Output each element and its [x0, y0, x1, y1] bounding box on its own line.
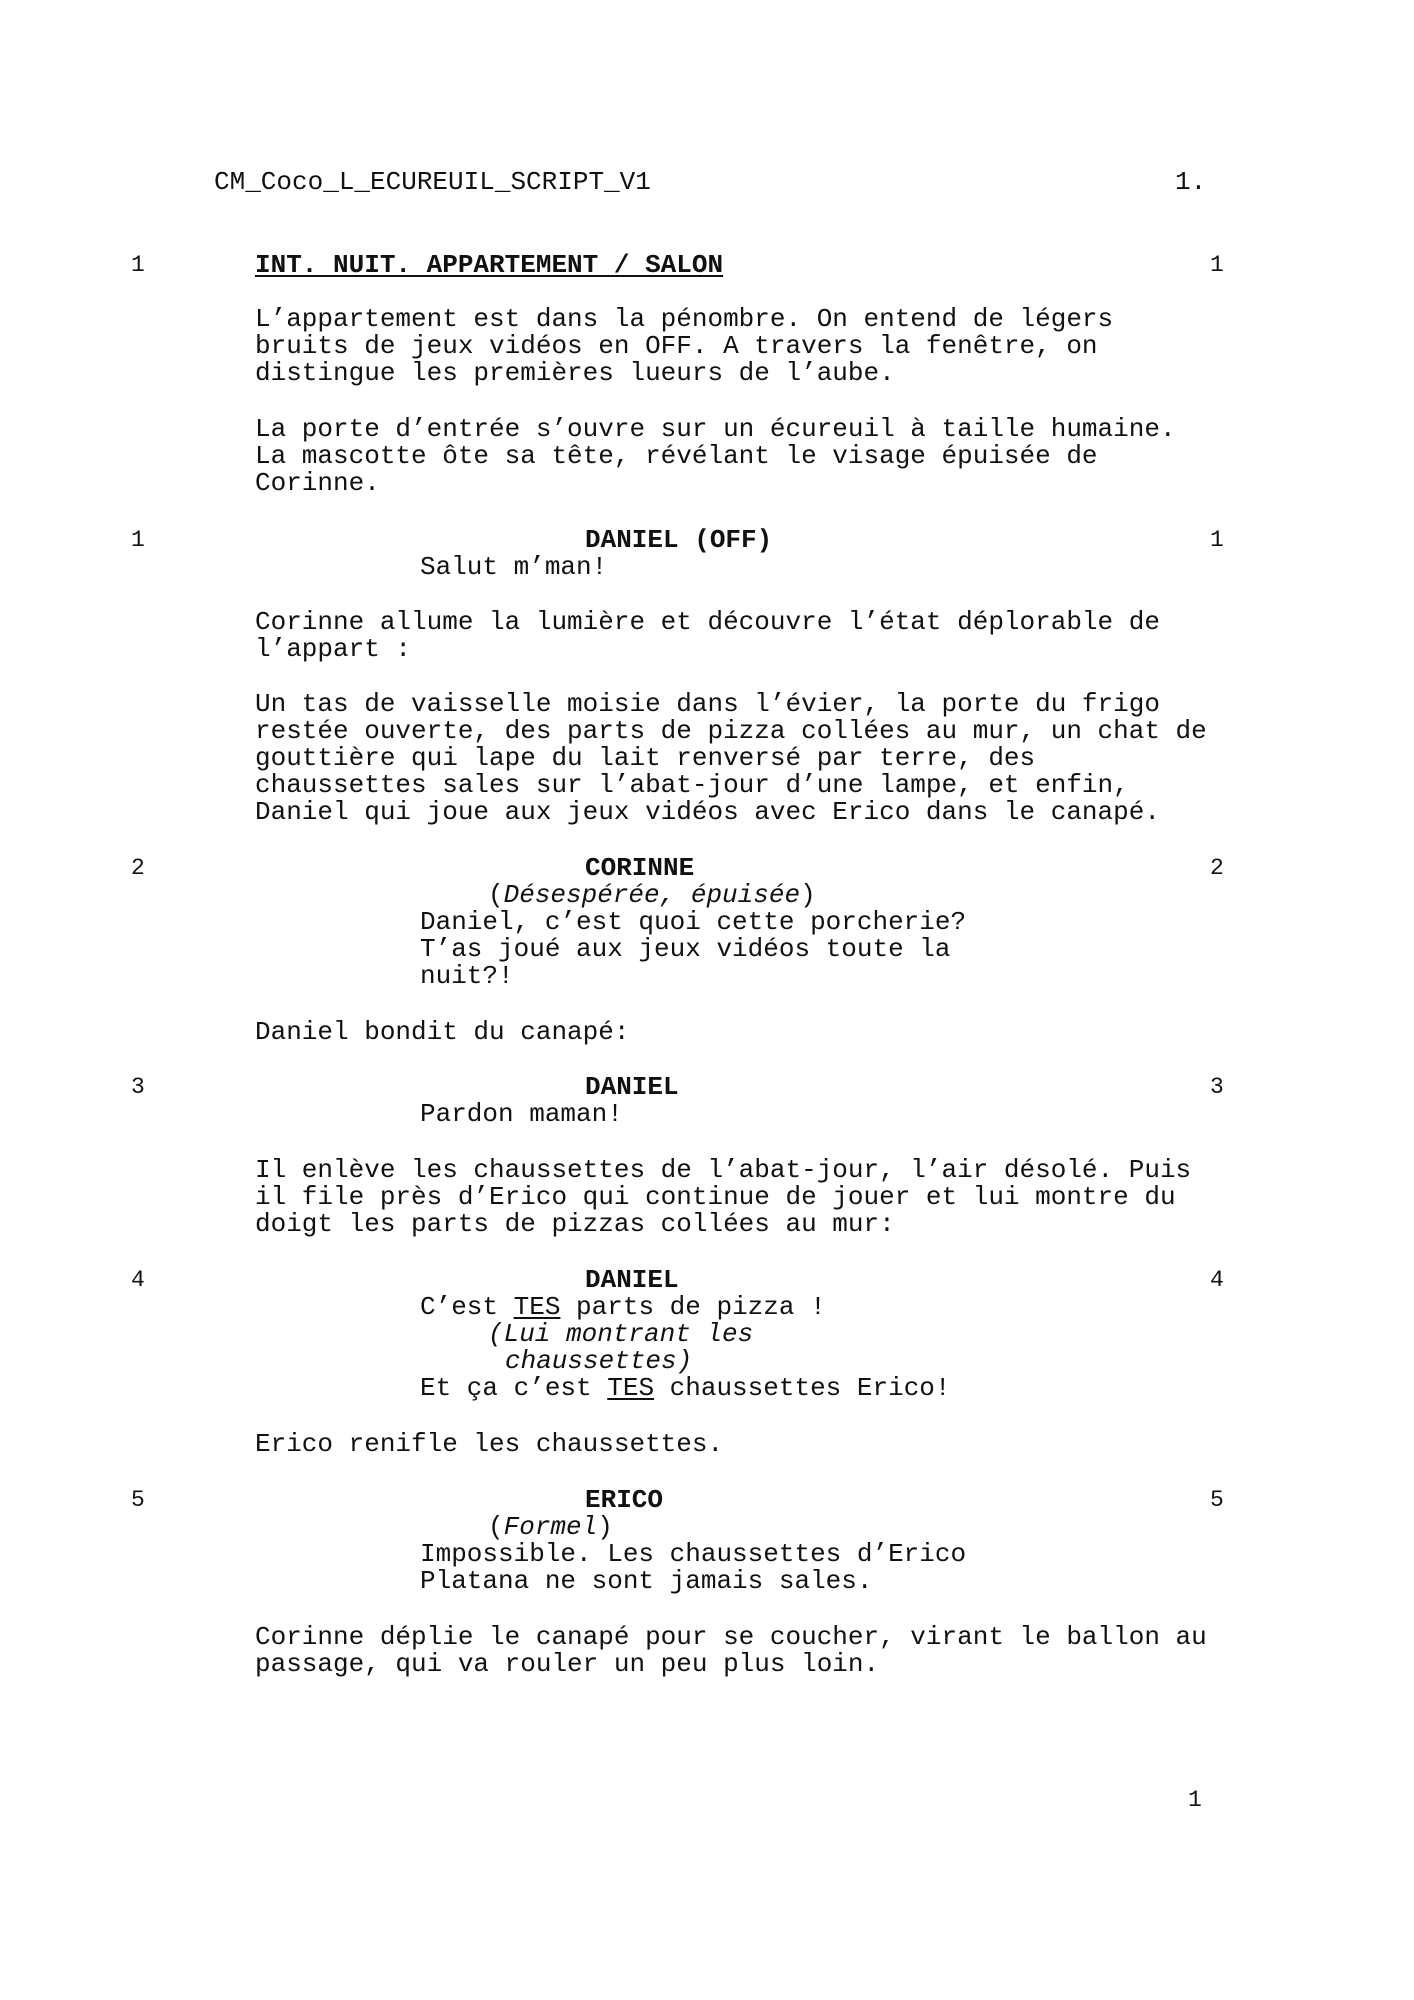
- scene-heading: INT. NUIT. APPARTEMENT / SALON: [255, 250, 724, 280]
- footer-page-number: 1: [1188, 1787, 1202, 1813]
- action-line: il file près d’Erico qui continue de jouer et lui montre du: [255, 1182, 1176, 1212]
- shot-number-left: 3: [131, 1074, 145, 1100]
- action-line: Il enlève les chaussettes de l’abat-jour, l’air désolé. Puis: [255, 1155, 1192, 1185]
- dialogue-text: Et ça c’est: [420, 1373, 608, 1403]
- scene-number-left: 1: [131, 252, 145, 278]
- paren-open: (: [488, 1512, 504, 1542]
- parenthetical: chaussettes): [505, 1346, 693, 1376]
- shot-number-right: 5: [1210, 1487, 1224, 1513]
- shot-number-left: 4: [131, 1267, 145, 1293]
- action-line: Daniel qui joue aux jeux vidéos avec Erico dans le canapé.: [255, 797, 1160, 827]
- parenthetical: (Lui montrant les: [488, 1319, 754, 1349]
- shot-number-right: 1: [1210, 527, 1224, 553]
- action-line: Corinne.: [255, 468, 380, 498]
- character-name: DANIEL (OFF): [585, 525, 773, 555]
- parenthetical: [488, 1514, 613, 1541]
- character-name: DANIEL: [585, 1072, 679, 1102]
- dialogue-line: [420, 1294, 826, 1321]
- action-line: l’appart :: [255, 634, 412, 664]
- shot-number-right: 3: [1210, 1074, 1224, 1100]
- character-name: DANIEL: [585, 1265, 679, 1295]
- dialogue-line: Daniel, c’est quoi cette porcherie?: [420, 907, 967, 937]
- action-line: Erico renifle les chaussettes.: [255, 1429, 724, 1459]
- paren-open: (: [488, 880, 504, 910]
- action-line: doigt les parts de pizzas collées au mur:: [255, 1209, 895, 1239]
- character-name: ERICO: [585, 1485, 664, 1515]
- action-line: Corinne déplie le canapé pour se coucher, virant le ballon au: [255, 1622, 1207, 1652]
- shot-number-left: 2: [131, 855, 145, 881]
- action-line: Un tas de vaisselle moisie dans l’évier, la porte du frigo: [255, 689, 1160, 719]
- dialogue-line: T’as joué aux jeux vidéos toute la: [420, 934, 951, 964]
- action-line: La mascotte ôte sa tête, révélant le visage épuisée de: [255, 441, 1098, 471]
- emphasis-text: TES: [513, 1292, 561, 1322]
- shot-number-right: 4: [1210, 1267, 1224, 1293]
- action-line: restée ouverte, des parts de pizza collées au mur, un chat de: [255, 716, 1207, 746]
- dialogue-line: Salut m’man!: [420, 552, 608, 582]
- script-title: CM_Coco_L_ECUREUIL_SCRIPT_V1: [214, 167, 651, 197]
- paren-close: ): [597, 1512, 613, 1542]
- dialogue-line: Pardon maman!: [420, 1099, 623, 1129]
- emphasis-text: TES: [607, 1373, 655, 1403]
- action-line: Daniel bondit du canapé:: [255, 1017, 630, 1047]
- action-line: La porte d’entrée s’ouvre sur un écureuil à taille humaine.: [255, 414, 1176, 444]
- shot-number-left: 5: [131, 1487, 145, 1513]
- dialogue-line: [420, 1375, 951, 1402]
- action-line: chaussettes sales sur l’abat-jour d’une lampe, et enfin,: [255, 770, 1129, 800]
- paren-close: ): [800, 880, 816, 910]
- scene-number-right: 1: [1210, 252, 1224, 278]
- paren-text: Formel: [503, 1512, 598, 1542]
- paren-text: Désespérée, épuisée: [503, 880, 801, 910]
- action-line: distingue les premières lueurs de l’aube.: [255, 358, 895, 388]
- action-line: L’appartement est dans la pénombre. On entend de légers: [255, 304, 1114, 334]
- shot-number-right: 2: [1210, 855, 1224, 881]
- dialogue-line: Platana ne sont jamais sales.: [420, 1566, 873, 1596]
- parenthetical: [488, 882, 816, 909]
- action-line: Corinne allume la lumière et découvre l’état déplorable de: [255, 607, 1160, 637]
- page-label: 1.: [1175, 167, 1207, 197]
- character-name: CORINNE: [585, 853, 695, 883]
- dialogue-line: Impossible. Les chaussettes d’Erico: [420, 1539, 967, 1569]
- action-line: bruits de jeux vidéos en OFF. A travers la fenêtre, on: [255, 331, 1098, 361]
- dialogue-line: nuit?!: [420, 961, 514, 991]
- dialogue-text: C’est: [420, 1292, 514, 1322]
- shot-number-left: 1: [131, 527, 145, 553]
- action-line: gouttière qui lape du lait renversé par terre, des: [255, 743, 1036, 773]
- dialogue-text: chaussettes Erico!: [654, 1373, 951, 1403]
- dialogue-text: parts de pizza !: [560, 1292, 826, 1322]
- action-line: passage, qui va rouler un peu plus loin.: [255, 1649, 880, 1679]
